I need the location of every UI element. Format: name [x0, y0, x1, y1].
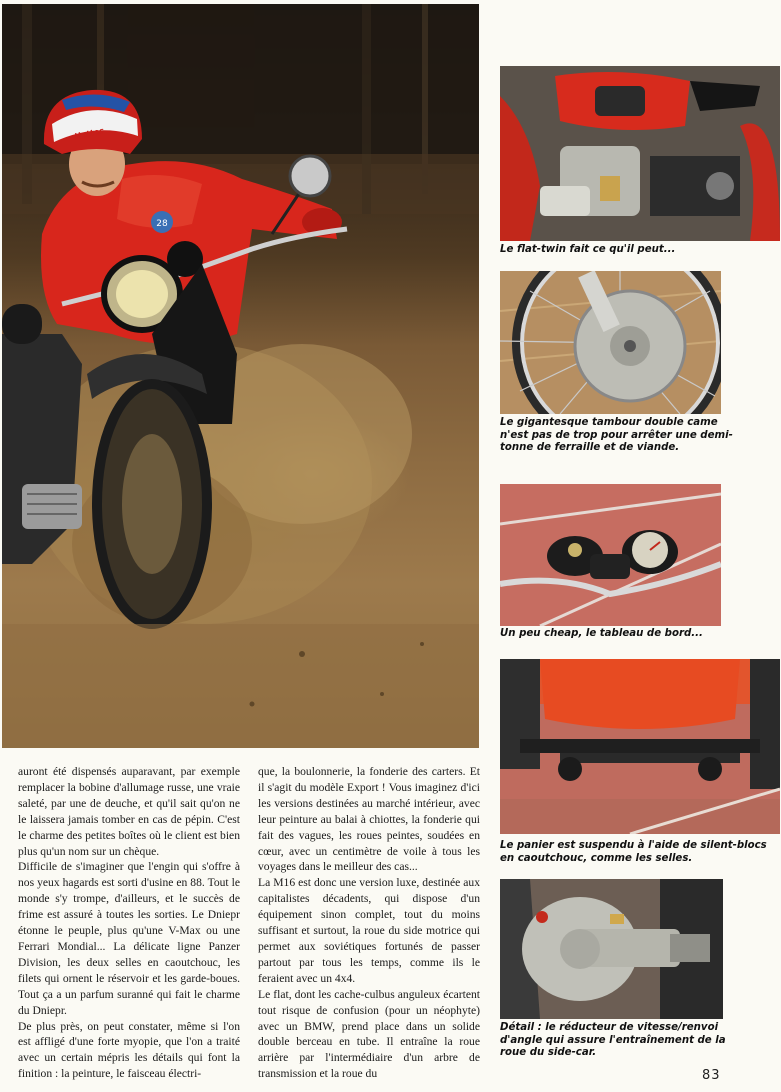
col2-paragraph-1: que, la boulonnerie, la fonderie des carters. Et il s'agit du modèle Export ! Vous imaginez d'ici les versions destinées au marché intérieur, avec leur peinture au balai à chiottes, la fonderie qui fait des vagues, les roues peintes, soudées en cœur, avec un centimètre de voile à tous les voyages dans le meilleur des cas... — [258, 765, 480, 874]
text-column-1 — [18, 764, 240, 1082]
col1-paragraph-3: De plus près, on peut constater, même si l'on est affligé d'une forte myopie, que l'on a traité avec un certain mépris les détails qui font la finition : la peinture, le faisceau électri- — [18, 1019, 240, 1081]
col1-paragraph-1: auront été dispensés auparavant, par exemple remplacer la bobine d'allumage russe, une vraie saleté, par une de deuche, et qu'il sait qu'on ne le laissera jamais tomber en cas de pépin. C'est le charme des petites boîtes où le client est bien plus qu'un nom sur un chèque. — [18, 765, 240, 858]
col2-paragraph-3: Le flat, dont les cache-culbus anguleux écartent tout risque de confusion (pour un néophyte) avec un BMW, prend place dans un solide double berceau en tube. Il entraîne la roue arrière par l'intermédiaire d'un arbre de transmission et la roue du — [258, 987, 480, 1081]
photo-sidecar-suspension — [500, 659, 780, 834]
sidecar-tub-icon — [540, 659, 740, 729]
hero-illustration — [2, 4, 479, 748]
photo-flat-twin-engine — [500, 66, 780, 241]
caption-gear-reducer: Détail : le réducteur de vitesse/renvoi d'angle qui assure l'entraînement de la roue du side-car. — [500, 1022, 726, 1058]
photo-gear-reducer — [500, 879, 723, 1019]
helmet-label: Hattes — [73, 126, 106, 142]
col1-paragraph-2: Difficile de s'imaginer que l'engin qui s'offre à nos yeux hagards est sorti d'usine en 88. Tout le monde s'y trompe, d'ailleurs, et le succès de frime est assuré à toutes les sorties. Le Dniepr étonne le peuple, plus qu'une V-Max ou une Ferrari Mondial... La délicate ligne Panzer Division, les deux selles en caoutchouc, les filets qui ornent le réservoir et les garde-boues. Tout ça a un parfum suranné qui fait le charme du Dniepr. — [18, 860, 240, 1017]
caption-dashboard: Un peu cheap, le tableau de bord... — [500, 628, 703, 639]
plug-icon — [536, 911, 548, 923]
mirror-icon — [290, 156, 330, 196]
caption-drum-brake: Le gigantesque tambour double came n'est pas de trop pour arrêter une demi-tonne de ferraille et de viande. — [500, 417, 733, 453]
chassis-frame-icon — [520, 739, 760, 753]
page-number: 83 — [702, 1068, 721, 1083]
photo-dashboard — [500, 484, 721, 626]
caption-sidecar-suspension: Le panier est suspendu à l'aide de silent-blocs en caoutchouc, comme les selles. — [500, 840, 767, 864]
photo-drum-brake — [500, 271, 721, 414]
col2-paragraph-2: La M16 est donc une version luxe, destinée aux capitalistes décadents, qui dispose d'un équipement sinon complet, tout du moins suffisant et surtout, la roue du side motrice qui permet aux soviétiques fortunés de passer partout par tous les temps, comme ils le feraient avec un 4x4. — [258, 876, 480, 985]
engine-cylinder-icon — [22, 484, 82, 529]
hero-photo-sidecar-rider — [2, 4, 479, 748]
badge-label: 28 — [156, 219, 168, 229]
caption-flat-twin: Le flat-twin fait ce qu'il peut... — [500, 244, 676, 255]
text-column-2 — [258, 764, 480, 1082]
